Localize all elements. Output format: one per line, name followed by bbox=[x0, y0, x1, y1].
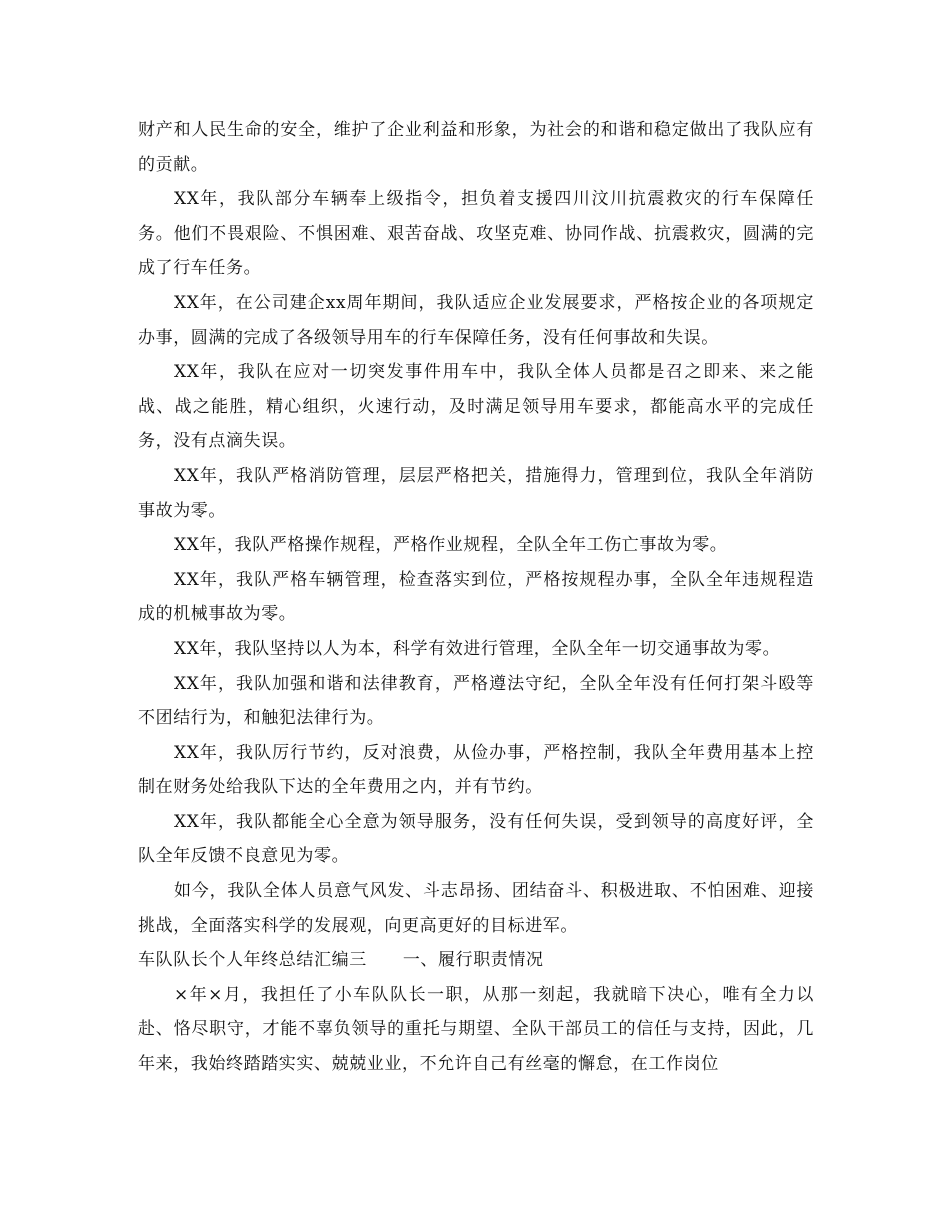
section-heading bbox=[138, 943, 814, 978]
paragraph-continuation: 财产和人民生命的安全，维护了企业利益和形象，为社会的和谐和稳定做出了我队应有的贡献。 bbox=[138, 120, 814, 175]
paragraph-vehicle-management: XX年，我队严格车辆管理，检查落实到位，严格按规程办事，全队全年违规程造成的机械事故为零。 bbox=[138, 569, 814, 625]
heading-subtitle: 一、履行职责情况 bbox=[402, 950, 544, 971]
paragraph-service: XX年，我队都能全心全意为领导服务，没有任何失误，受到领导的高度好评，全队全年反馈不良意见为零。 bbox=[138, 811, 814, 867]
paragraph-emergency: XX年，我队在应对一切突发事件用车中，我队全体人员都是召之即来、来之能战、战之能胜，精心组织，火速行动，及时满足领导用车要求，都能高水平的完成任务，没有点滴失误。 bbox=[138, 362, 814, 452]
paragraph-outlook: 如今，我队全体人员意气风发、斗志昂扬、团结奋斗、积极进取、不怕困难、迎接挑战，全面落实科学的发展观，向更高更好的目标进军。 bbox=[138, 881, 814, 936]
paragraph-anniversary: XX年，在公司建企xx周年期间，我队适应企业发展要求，严格按企业的各项规定办事，圆满的完成了各级领导用车的行车保障任务，没有任何事故和失误。 bbox=[138, 292, 814, 348]
paragraph-legal-education: XX年，我队加强和谐和法律教育，严格遵法守纪，全队全年没有任何打架斗殴等不团结行为，和触犯法律行为。 bbox=[138, 673, 814, 729]
heading-title: 车队队长个人年终总结汇编三 bbox=[138, 950, 367, 971]
paragraph-fire-safety: XX年，我队严格消防管理，层层严格把关，措施得力，管理到位，我队全年消防事故为零。 bbox=[138, 465, 814, 521]
document-body bbox=[138, 113, 814, 1082]
paragraph-operation-rules: XX年，我队严格操作规程，严格作业规程，全队全年工伤亡事故为零。 bbox=[174, 535, 728, 556]
paragraph-cost-control: XX年，我队厉行节约，反对浪费，从俭办事，严格控制，我队全年费用基本上控制在财务处给我队下达的全年费用之内，并有节约。 bbox=[138, 742, 814, 798]
paragraph-duties: ×年×月，我担任了小车队队长一职，从那一刻起，我就暗下决心，唯有全力以赴、恪尽职守，才能不辜负领导的重托与期望、全队干部员工的信任与支持，因此，几年来，我始终踏踏实实、兢兢业业，不允许自己有丝毫的懈怠，在工作岗位 bbox=[138, 984, 814, 1075]
paragraph-traffic-safety: XX年，我队坚持以人为本，科学有效进行管理，全队全年一切交通事故为零。 bbox=[174, 638, 781, 659]
paragraph-wenchuan-support: XX年，我队部分车辆奉上级指令，担负着支援四川汶川抗震救灾的行车保障任务。他们不畏艰险、不惧困难、艰苦奋战、攻坚克难、协同作战、抗震救灾，圆满的完成了行车任务。 bbox=[138, 189, 814, 279]
